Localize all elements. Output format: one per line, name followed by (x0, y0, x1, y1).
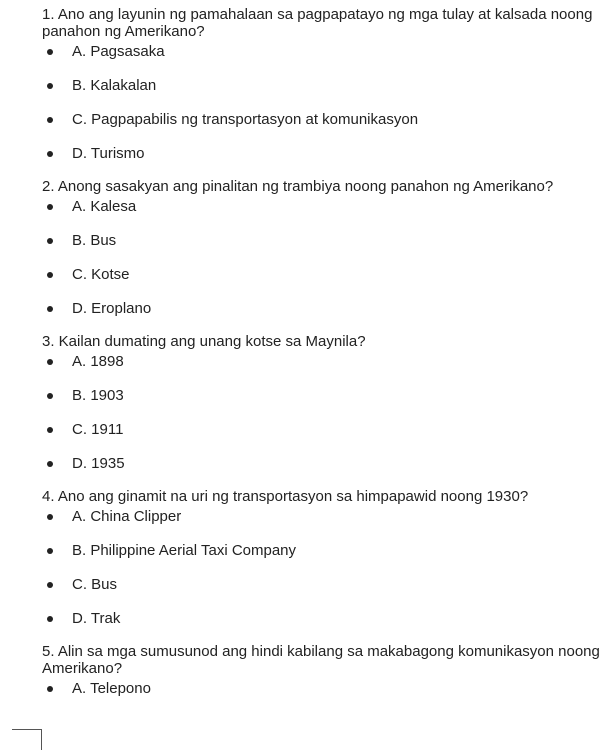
option-item (42, 610, 602, 627)
bullet-icon (47, 306, 53, 312)
option-list (42, 508, 602, 627)
option-label: D. Eroplano (72, 300, 152, 317)
bullet-icon (47, 582, 53, 588)
option-label: C. 1911 (72, 421, 124, 438)
bullet-icon (47, 393, 53, 399)
option-item (42, 387, 602, 404)
option-list (42, 680, 602, 697)
option-item (42, 421, 602, 438)
option-label: A. 1898 (72, 353, 124, 370)
option-item (42, 353, 602, 370)
question-text: 2. Anong sasakyan ang pinalitan ng trambiya noong panahon ng Amerikano? (42, 178, 554, 195)
bullet-icon (47, 204, 53, 210)
bullet-icon (47, 238, 53, 244)
option-list (42, 43, 602, 162)
option-label: C. Pagpapabilis ng transportasyon at komunikasyon (72, 111, 419, 128)
option-item (42, 542, 602, 559)
bullet-icon (47, 427, 53, 433)
option-label: D. 1935 (72, 455, 125, 472)
option-item (42, 77, 602, 94)
bullet-icon (47, 83, 53, 89)
option-label: B. Philippine Aerial Taxi Company (72, 542, 297, 559)
bullet-icon (47, 272, 53, 278)
option-label: A. Telepono (72, 680, 151, 697)
page-corner-mark (12, 729, 42, 750)
option-item (42, 232, 602, 249)
question-text: 1. Ano ang layunin ng pamahalaan sa pagpapatayo ng mga tulay at kalsada noong panahon ng Amerikano? (42, 6, 593, 40)
bullet-icon (47, 461, 53, 467)
question-text: 4. Ano ang ginamit na uri ng transportasyon sa himpapawid noong 1930? (42, 488, 529, 505)
option-item (42, 508, 602, 525)
option-label: A. Kalesa (72, 198, 137, 215)
bullet-icon (47, 49, 53, 55)
option-item (42, 43, 602, 60)
question-text: 5. Alin sa mga sumusunod ang hindi kabilang sa makabagong komunikasyon noong Amerikano? (42, 643, 600, 677)
option-item (42, 576, 602, 593)
option-label: C. Kotse (72, 266, 130, 283)
bullet-icon (47, 616, 53, 622)
option-list (42, 198, 602, 317)
bullet-icon (47, 151, 53, 157)
bullet-icon (47, 117, 53, 123)
option-label: D. Trak (72, 610, 121, 627)
bullet-icon (47, 359, 53, 365)
quiz (42, 6, 602, 697)
option-label: B. 1903 (72, 387, 124, 404)
option-item (42, 680, 602, 697)
option-item (42, 145, 602, 162)
option-label: B. Kalakalan (72, 77, 157, 94)
option-label: B. Bus (72, 232, 117, 249)
option-label: C. Bus (72, 576, 118, 593)
option-label: D. Turismo (72, 145, 145, 162)
bullet-icon (47, 514, 53, 520)
option-item (42, 111, 602, 128)
bullet-icon (47, 548, 53, 554)
option-label: A. China Clipper (72, 508, 182, 525)
option-label: A. Pagsasaka (72, 43, 165, 60)
option-item (42, 266, 602, 283)
question-text: 3. Kailan dumating ang unang kotse sa Maynila? (42, 333, 366, 350)
option-list (42, 353, 602, 472)
bullet-icon (47, 686, 53, 692)
option-item (42, 198, 602, 215)
option-item (42, 455, 602, 472)
option-item (42, 300, 602, 317)
